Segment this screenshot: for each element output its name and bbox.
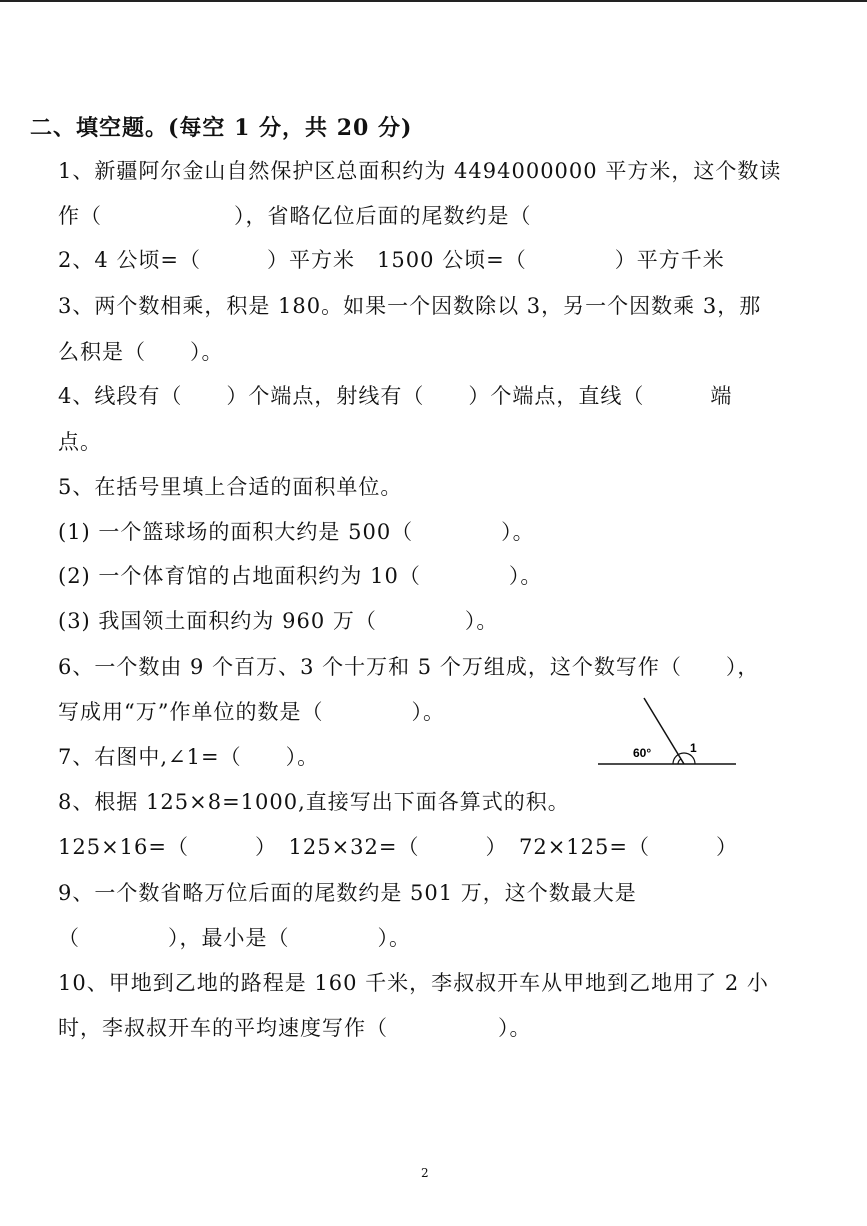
angle-figure <box>598 694 738 770</box>
q1-line-1: 1、新疆阿尔金山自然保护区总面积约为 4494000000 平方米，这个数读 <box>58 159 782 183</box>
q5-item-1: (1) 一个篮球场的面积大约是 500（ ）。 <box>58 520 535 544</box>
q9-line-2: （ ），最小是（ ）。 <box>58 926 411 950</box>
q10-line-2: 时，李叔叔开车的平均速度写作（ ）。 <box>58 1016 532 1040</box>
q8-line-1: 8、根据 125×8=1000,直接写出下面各算式的积。 <box>58 790 570 814</box>
section-title: 二、填空题。(每空 1 分，共 20 分) <box>30 115 413 141</box>
q5-item-2: (2) 一个体育馆的占地面积约为 10（ ）。 <box>58 564 543 588</box>
q4-line-2: 点。 <box>58 430 102 454</box>
q9-line-1: 9、一个数省略万位后面的尾数约是 501 万，这个数最大是 <box>58 881 637 905</box>
q2-line: 2、4 公顷=（ ）平方米 1500 公顷=（ ）平方千米 <box>58 248 725 272</box>
angle-label-1: 1 <box>690 741 697 755</box>
q6-line-2: 写成用“万”作单位的数是（ ）。 <box>58 700 445 724</box>
q6-line-1: 6、一个数由 9 个百万、3 个十万和 5 个万组成，这个数写作（ ）， <box>58 655 760 679</box>
page-number: 2 <box>421 1166 429 1180</box>
q5-line: 5、在括号里填上合适的面积单位。 <box>58 475 403 499</box>
q5-item-3: (3) 我国领土面积约为 960 万（ ）。 <box>58 609 499 633</box>
q4-line-1: 4、线段有（ ）个端点，射线有（ ）个端点，直线（ 端 <box>58 384 733 408</box>
q1-line-2: 作（ ），省略亿位后面的尾数约是（ <box>58 204 532 228</box>
angle-label-60: 60° <box>633 746 652 760</box>
q8-line-2: 125×16=（ ） 125×32=（ ） 72×125=（ ） <box>58 835 738 859</box>
top-border <box>0 0 867 2</box>
q7-line: 7、右图中,∠1=（ ）。 <box>58 745 320 769</box>
q3-line-1: 3、两个数相乘，积是 180。如果一个因数除以 3，另一个因数乘 3，那 <box>58 294 762 318</box>
q10-line-1: 10、甲地到乙地的路程是 160 千米，李叔叔开车从甲地到乙地用了 2 小 <box>58 971 769 995</box>
q3-line-2: 么积是（ ）。 <box>58 340 224 364</box>
